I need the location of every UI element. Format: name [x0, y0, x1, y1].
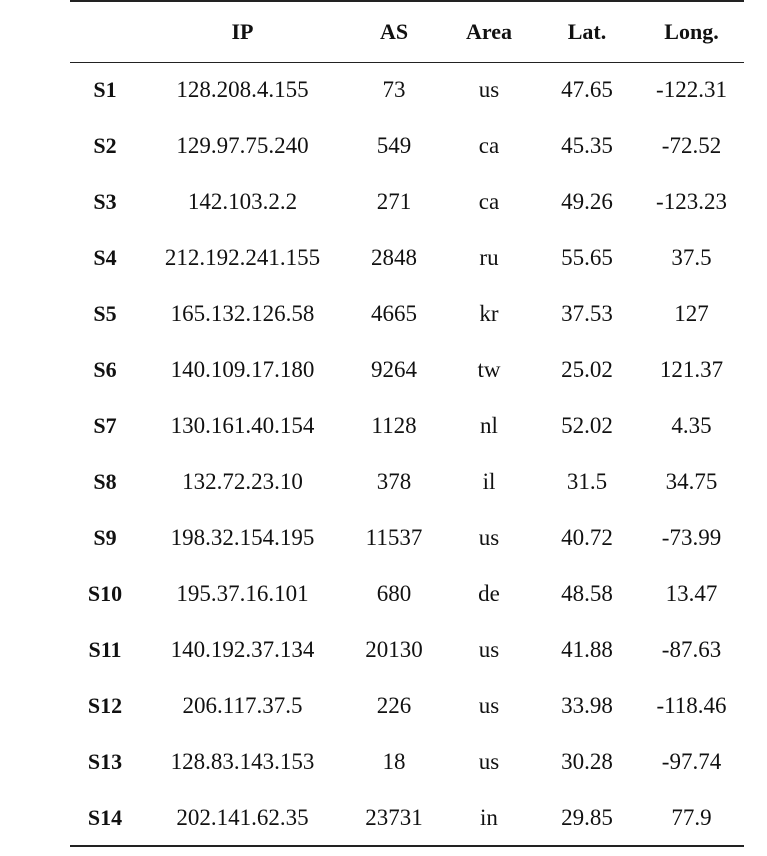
table-row — [70, 230, 744, 286]
as-cell: 378 — [376, 469, 412, 494]
area-cell: ru — [479, 245, 499, 270]
row-id-cell: S10 — [87, 581, 123, 606]
row-id-cell: S9 — [93, 525, 117, 550]
area-cell: tw — [477, 357, 501, 382]
lat-cell: 33.98 — [561, 693, 613, 718]
lat-cell: 37.53 — [561, 301, 613, 326]
ip-cell: 195.37.16.101 — [176, 581, 309, 606]
as-cell: 20130 — [365, 637, 423, 662]
header-cell-id — [70, 1, 140, 62]
as-cell: 271 — [376, 189, 412, 214]
as-cell: 549 — [376, 133, 412, 158]
area-cell: us — [478, 525, 500, 550]
long-cell: -123.23 — [656, 189, 727, 214]
header-cell-as: AS — [345, 1, 443, 62]
lat-cell: 31.5 — [566, 469, 608, 494]
ip-cell: 198.32.154.195 — [170, 525, 315, 550]
header-row — [70, 1, 744, 62]
lat-cell: 30.28 — [561, 749, 613, 774]
ip-cell: 140.192.37.134 — [170, 637, 315, 662]
as-cell: 2848 — [371, 245, 417, 270]
area-cell: ca — [478, 189, 500, 214]
table-row — [70, 174, 744, 230]
as-cell: 226 — [376, 693, 412, 718]
long-cell: 13.47 — [665, 581, 718, 606]
table-row — [70, 790, 744, 846]
table-row — [70, 678, 744, 734]
row-id-cell: S1 — [93, 77, 117, 103]
row-id-cell: S7 — [93, 413, 117, 438]
as-cell: 23731 — [345, 790, 443, 846]
row-id-cell: S5 — [93, 301, 117, 326]
lat-cell: 25.02 — [561, 357, 613, 382]
ip-cell: 212.192.241.155 — [164, 245, 321, 270]
table-header — [70, 1, 744, 62]
ip-cell: 165.132.126.58 — [170, 301, 315, 326]
lat-cell: 52.02 — [561, 413, 613, 438]
ip-cell: 129.97.75.240 — [176, 133, 309, 158]
long-cell: 127 — [674, 301, 709, 326]
server-table-container — [70, 0, 744, 847]
as-cell: 4665 — [371, 301, 417, 326]
as-cell: 18 — [382, 749, 406, 774]
long-cell: 121.37 — [659, 357, 724, 382]
as-cell: 680 — [376, 581, 412, 606]
area-cell: us — [478, 749, 500, 774]
row-id-cell: S6 — [93, 357, 117, 382]
lat-cell: 41.88 — [561, 637, 613, 662]
long-cell: -73.99 — [661, 525, 722, 550]
row-id-cell: S13 — [87, 749, 123, 774]
ip-cell: 132.72.23.10 — [182, 469, 303, 494]
ip-cell: 206.117.37.5 — [182, 693, 303, 718]
ip-cell: 128.208.4.155 — [176, 77, 309, 103]
table-row — [70, 454, 744, 510]
ip-cell: 202.141.62.35 — [140, 790, 345, 846]
table-row — [70, 118, 744, 174]
lat-cell: 29.85 — [535, 790, 639, 846]
table-row — [70, 398, 744, 454]
long-cell: 4.35 — [671, 413, 712, 438]
lat-cell: 45.35 — [561, 133, 613, 158]
row-id-cell: S14 — [70, 790, 140, 846]
header-cell-ip: IP — [140, 1, 345, 62]
table-row — [70, 286, 744, 342]
as-cell: 9264 — [371, 357, 417, 382]
lat-cell: 49.26 — [561, 189, 613, 214]
lat-cell: 48.58 — [561, 581, 613, 606]
row-id-cell: S2 — [93, 133, 117, 158]
long-cell: 34.75 — [665, 469, 718, 494]
area-cell: us — [478, 693, 500, 718]
lat-cell: 55.65 — [561, 245, 613, 270]
long-cell: -118.46 — [656, 693, 727, 718]
as-cell: 11537 — [365, 525, 423, 550]
table-body — [70, 62, 744, 846]
table-row — [70, 342, 744, 398]
table-row — [70, 566, 744, 622]
table-row — [70, 622, 744, 678]
area-cell: il — [482, 469, 496, 494]
lat-cell: 40.72 — [561, 525, 613, 550]
ip-cell: 128.83.143.153 — [170, 749, 315, 774]
long-cell: -122.31 — [656, 77, 727, 103]
area-cell: in — [443, 790, 535, 846]
row-id-cell: S4 — [93, 245, 117, 270]
server-table — [70, 0, 744, 847]
long-cell: -72.52 — [661, 133, 722, 158]
area-cell: us — [478, 637, 500, 662]
row-id-cell: S8 — [93, 469, 117, 494]
long-cell: 37.5 — [671, 245, 712, 270]
header-cell-area: Area — [443, 1, 535, 62]
row-id-cell: S12 — [87, 693, 123, 718]
header-cell-lat: Lat. — [535, 1, 639, 62]
row-id-cell: S3 — [93, 189, 117, 214]
area-cell: de — [478, 581, 500, 606]
table-row — [70, 510, 744, 566]
area-cell: kr — [479, 301, 499, 326]
long-cell: -87.63 — [661, 637, 722, 662]
area-cell: us — [478, 77, 500, 103]
as-cell: 1128 — [371, 413, 417, 438]
area-cell: nl — [480, 413, 498, 438]
lat-cell: 47.65 — [561, 77, 613, 103]
header-cell-long: Long. — [639, 1, 744, 62]
ip-cell: 130.161.40.154 — [170, 413, 315, 438]
row-id-cell: S11 — [88, 637, 122, 662]
table-row — [70, 62, 744, 118]
as-cell: 73 — [382, 77, 406, 103]
area-cell: ca — [478, 133, 500, 158]
long-cell: -97.74 — [661, 749, 722, 774]
ip-cell: 140.109.17.180 — [170, 357, 315, 382]
long-cell: 77.9 — [639, 790, 744, 846]
table-row — [70, 734, 744, 790]
ip-cell: 142.103.2.2 — [187, 189, 298, 214]
